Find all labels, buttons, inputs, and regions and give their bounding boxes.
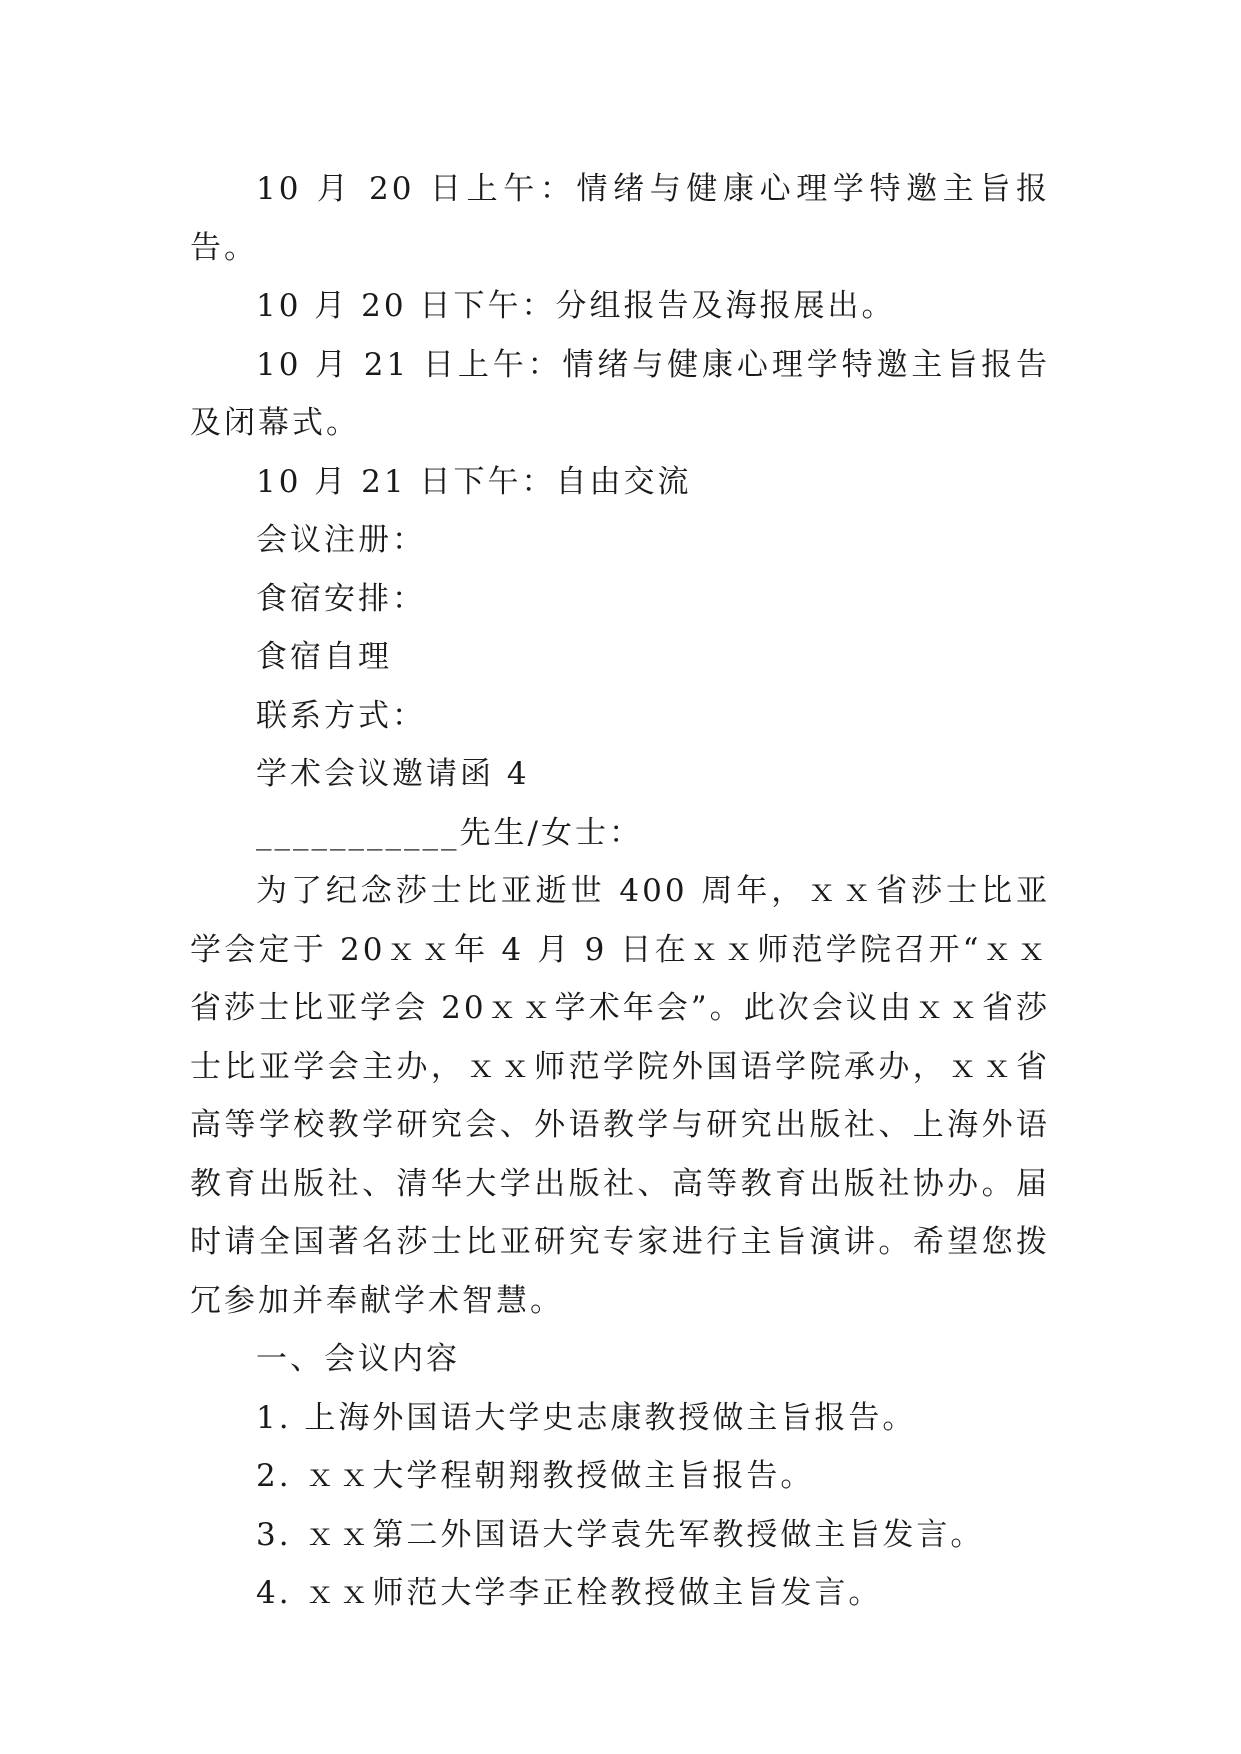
list-item: 4. ｘｘ师范大学李正栓教授做主旨发言。	[256, 1575, 883, 1611]
list-item: 1. 上海外国语大学史志康教授做主旨报告。	[256, 1399, 917, 1436]
contact-heading: 联系方式：	[256, 697, 426, 734]
schedule-oct20-afternoon: 10 月 20 日下午：分组报告及海报展出。	[256, 288, 896, 324]
list-item: 3. ｘｘ第二外国语大学袁先军教授做主旨发言。	[256, 1516, 985, 1553]
registration-heading: 会议注册：	[256, 522, 426, 558]
document-body	[190, 160, 1050, 1623]
section-heading-content: 一、会议内容	[256, 1341, 460, 1377]
invitation-body: 为了纪念莎士比亚逝世 400 周年，ｘｘ省莎士比亚学会定于 20ｘｘ年 4 月 9 日在ｘｘ师范学院召开“ｘｘ省莎士比亚学会 20ｘｘ学术年会”。此次会议由ｘｘ省莎士比亚学会主办，ｘｘ师范学院外国语学院承办，ｘｘ省高等学校教学研究会、外语教学与研究出版社、上海外语教育出版社、清华大学出版社、高等教育出版社协办。届时请全国著名莎士比亚研究专家进行主旨演讲。希望您拨冗参加并奉献学术智慧。	[190, 873, 1050, 1319]
schedule-oct21-morning: 10 月 21 日上午：情绪与健康心理学特邀主旨报告及闭幕式。	[190, 346, 1050, 441]
accommodation-text: 食宿自理	[256, 639, 392, 675]
schedule-oct20-morning: 10 月 20 日上午：情绪与健康心理学特邀主旨报告。	[190, 171, 1050, 266]
list-item: 2. ｘｘ大学程朝翔教授做主旨报告。	[256, 1458, 815, 1494]
invitation-title: 学术会议邀请函 4	[256, 756, 530, 792]
accommodation-heading: 食宿安排：	[256, 580, 426, 617]
salutation: ___________先生/女士：	[256, 814, 643, 851]
schedule-oct21-afternoon: 10 月 21 日下午：自由交流	[256, 463, 692, 500]
